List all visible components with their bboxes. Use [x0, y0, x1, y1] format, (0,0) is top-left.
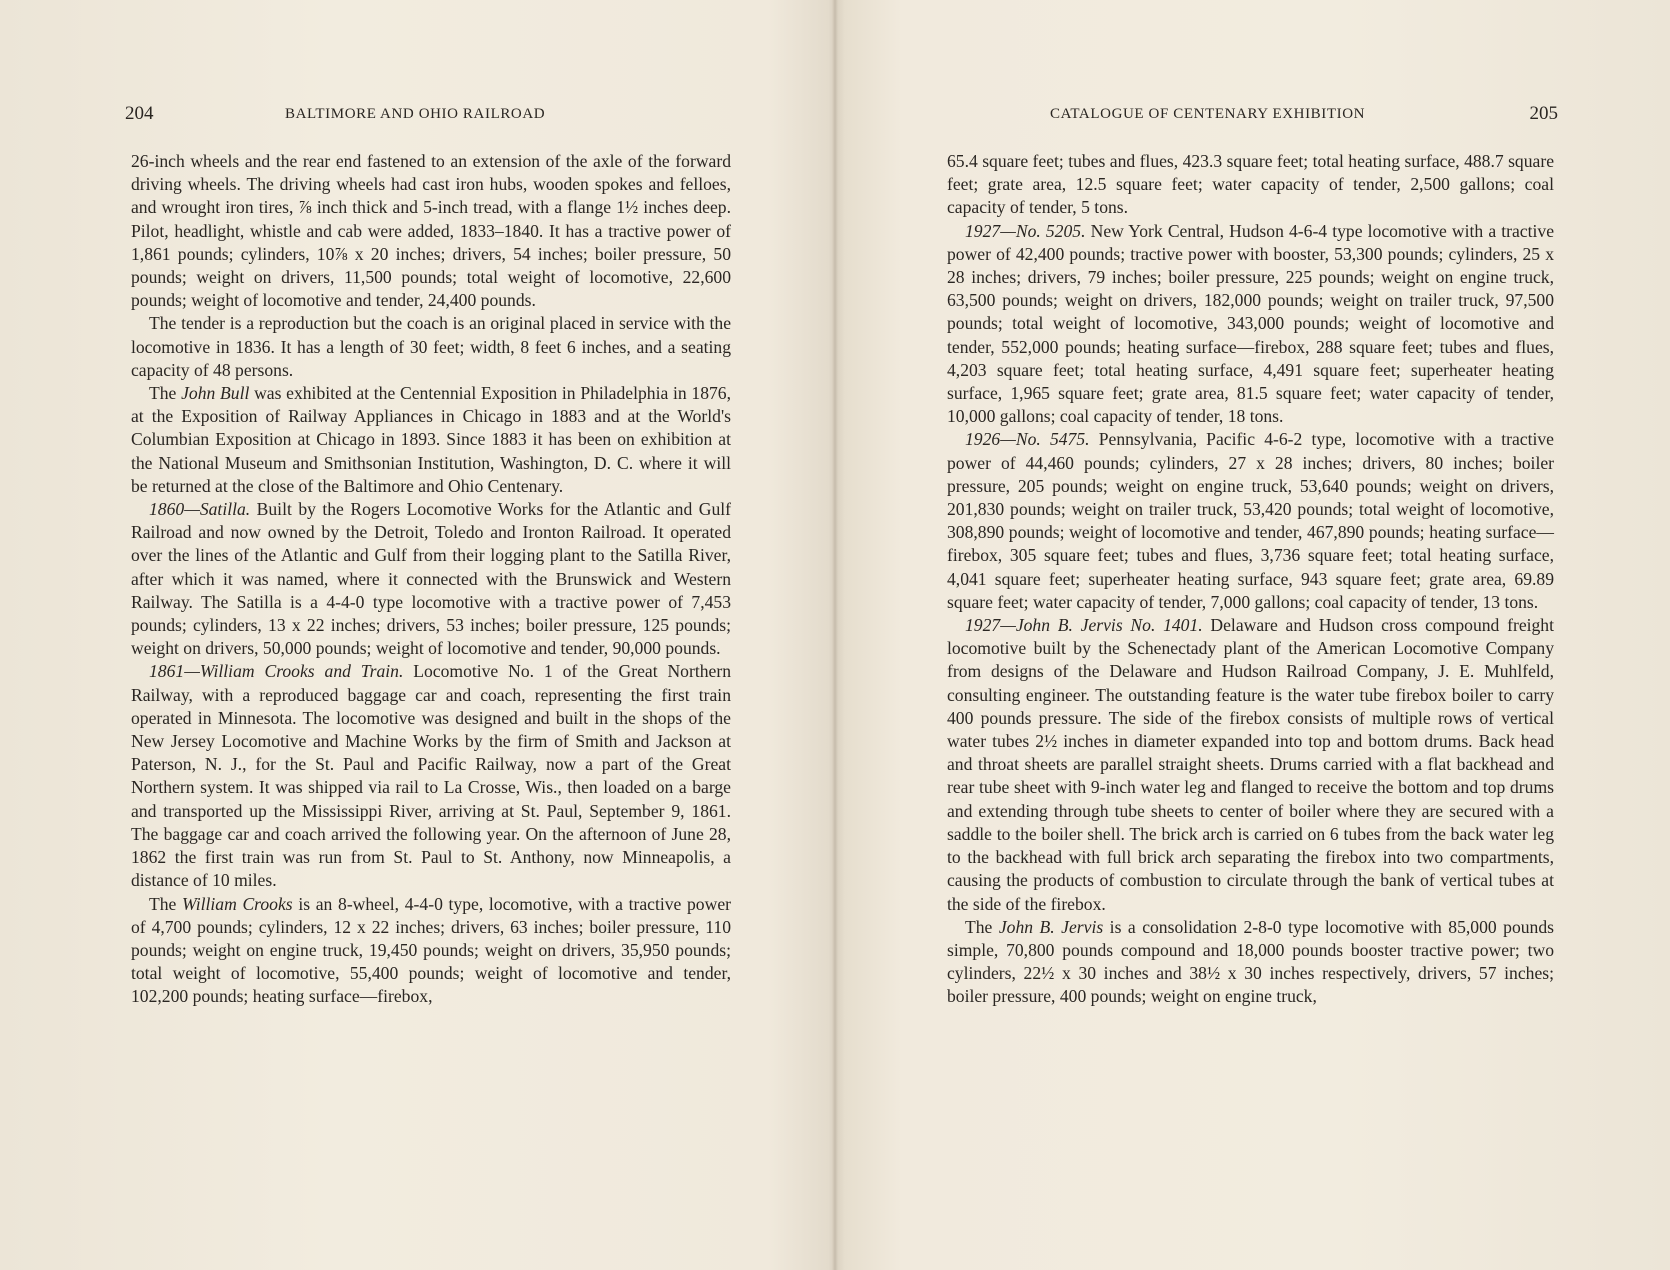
paragraph: 26-inch wheels and the rear end fastened to an extension of the axle of the forward driving wheels. The driving wheels had cast iron hubs, wooden spokes and felloes, and wrought iron tires, ⅞ inch thick and 5-inch tread, with a flange 1½ inches deep. Pilot, headlight, whistle and cab were added, 1833–1840. It has a tractive power of 1,861 pounds; cylinders, 10⅞ x 20 inches; drivers, 54 inches; boiler pressure, 50 pounds; weight on drivers, 11,500 pounds; total weight of locomotive, 22,600 pounds; weight of locomotive and tender, 24,400 pounds. [131, 151, 731, 311]
right-page-number: 205 [1529, 103, 1558, 124]
paragraph: 1927—John B. Jervis No. 1401. Delaware and Hudson cross compound freight locomotive built by the Schenectady plant of the American Locomotive Company from designs of the Delaware and Hudson Railroad Company, J. E. Muhlfeld, consulting engineer. The outstanding feature is the water tube firebox boiler to carry 400 pounds pressure. The side of the firebox consists of multiple rows of vertical water tubes 2½ inches in diameter expanded into top and bottom drums. Back head and throat sheets are parallel straight sheets. Drums carried with a flat backhead and rear tube sheet with 9-inch water leg and flanged to receive the bottom and top drums and extending through tube sheets to center of boiler where they are secured with a saddle to the boiler shell. The brick arch is carried on 6 tubes from the back water leg to the backhead with full brick arch separating the firebox into two compartments, causing the products of combustion to circulate through the bank of vertical tubes at the side of the firebox. [947, 615, 1554, 914]
locomotive-name: John Bull [181, 383, 250, 404]
left-page [0, 0, 832, 1270]
entry-heading: 1927—John B. Jervis No. 1401. [965, 615, 1203, 636]
entry-heading: 1860—Satilla. [149, 499, 251, 520]
entry-heading: 1926—No. 5475. [965, 429, 1090, 450]
right-page [838, 0, 1670, 1270]
left-running-head: BALTIMORE AND OHIO RAILROAD [285, 106, 546, 122]
paragraph: 1927—No. 5205. New York Central, Hudson 4-6-4 type locomotive with a tractive power of 42,400 pounds; tractive power with booster, 53,300 pounds; cylinders, 25 x 28 inches; drivers, 79 inches; boiler pressure, 225 pounds; weight on engine truck, 63,500 pounds; weight on drivers, 182,000 pounds; weight on trailer truck, 97,500 pounds; total weight of locomotive, 343,000 pounds; weight of locomotive and tender, 552,000 pounds; heating surface—firebox, 288 square feet; tubes and flues, 4,203 square feet; total heating surface, 4,491 square feet; superheater heating surface, 1,965 square feet; grate area, 81.5 square feet; water capacity of tender, 10,000 gallons; coal capacity of tender, 18 tons. [947, 220, 1555, 427]
left-page-number: 204 [125, 103, 154, 124]
paragraph: 1861—William Crooks and Train. Locomotive No. 1 of the Great Northern Railway, with a reproduced baggage car and coach, representing the first train operated in Minnesota. The locomotive was designed and built in the shops of the New Jersey Locomotive and Machine Works by the firm of Smith and Jackson at Paterson, N. J., for the St. Paul and Pacific Railway, now a part of the Great Northern system. It was shipped via rail to La Crosse, Wis., then loaded on a barge and transported up the Mississippi River, arriving at St. Paul, September 9, 1861. The baggage car and coach arrived the following year. On the afternoon of June 28, 1862 the first train was run from St. Paul to St. Anthony, now Minneapolis, a distance of 10 miles. [131, 661, 731, 891]
entry-heading: 1861—William Crooks and Train. [149, 661, 404, 682]
locomotive-name: William Crooks [182, 893, 293, 914]
paragraph: 1860—Satilla. Built by the Rogers Locomotive Works for the Atlantic and Gulf Railroad and now owned by the Detroit, Toledo and Ironton Railroad. It operated over the lines of the Atlantic and Gulf from their logging plant to the Satilla River, after which it was named, where it connected with the Brunswick and Western Railway. The Satilla is a 4-4-0 type locomotive with a tractive power of 7,453 pounds; cylinders, 13 x 22 inches; drivers, 53 inches; boiler pressure, 125 pounds; weight on drivers, 50,000 pounds; weight of locomotive and tender, 90,000 pounds. [131, 499, 731, 659]
right-page-header [946, 102, 1558, 126]
paragraph: The John Bull was exhibited at the Centennial Exposition in Philadelphia in 1876, at the Exposition of Railway Appliances in Chicago in 1883 and at the World's Columbian Exposition at Chicago in 1893. Since 1883 it has been on exhibition at the National Museum and Smithsonian Institution, Washington, D. C. where it will be returned at the close of the Baltimore and Ohio Centenary. [131, 383, 731, 496]
paragraph: 1926—No. 5475. Pennsylvania, Pacific 4-6-2 type, locomotive with a tractive power of 44,460 pounds; cylinders, 27 x 28 inches; drivers, 80 inches; boiler pressure, 205 pounds; weight on engine truck, 53,640 pounds; weight on drivers, 201,830 pounds; weight on trailer truck, 53,420 pounds; total weight of locomotive, 308,890 pounds; weight of locomotive and tender, 467,890 pounds; heating surface—firebox, 305 square feet; tubes and flues, 3,736 square feet; total heating surface, 4,041 square feet; superheater heating surface, 943 square feet; grate area, 69.89 square feet; water capacity of tender, 7,000 gallons; coal capacity of tender, 13 tons. [947, 429, 1554, 612]
left-page-body [131, 150, 731, 1009]
paragraph: The William Crooks is an 8-wheel, 4-4-0 type, locomotive, with a tractive power of 4,700 pounds; cylinders, 12 x 22 inches; drivers, 63 inches; boiler pressure, 110 pounds; weight on engine truck, 19,450 pounds; weight on drivers, 35,950 pounds; total weight of locomotive, 55,400 pounds; weight of locomotive and tender, 102,200 pounds; heating surface—firebox, [131, 893, 731, 1007]
locomotive-name: John B. Jervis [998, 916, 1104, 937]
paragraph: The tender is a reproduction but the coach is an original placed in service with the locomotive in 1836. It has a length of 30 feet; width, 8 feet 6 inches, and a seating capacity of 48 persons. [131, 313, 731, 380]
paragraph: The John B. Jervis is a consolidation 2-8-0 type locomotive with 85,000 pounds simple, 70,800 pounds compound and 18,000 pounds booster tractive power; two cylinders, 22½ x 30 inches and 38½ x 30 inches respectively, drivers, 57 inches; boiler pressure, 400 pounds; weight on engine truck, [947, 916, 1554, 1007]
right-page-body [947, 150, 1554, 1009]
paragraph: 65.4 square feet; tubes and flues, 423.3 square feet; total heating surface, 488.7 square feet; grate area, 12.5 square feet; water capacity of tender, 2,500 gallons; coal capacity of tender, 5 tons. [947, 151, 1554, 218]
entry-heading: 1927—No. 5205. [965, 220, 1086, 241]
left-page-header [125, 102, 733, 126]
right-running-head: CATALOGUE OF CENTENARY EXHIBITION [1050, 106, 1366, 122]
